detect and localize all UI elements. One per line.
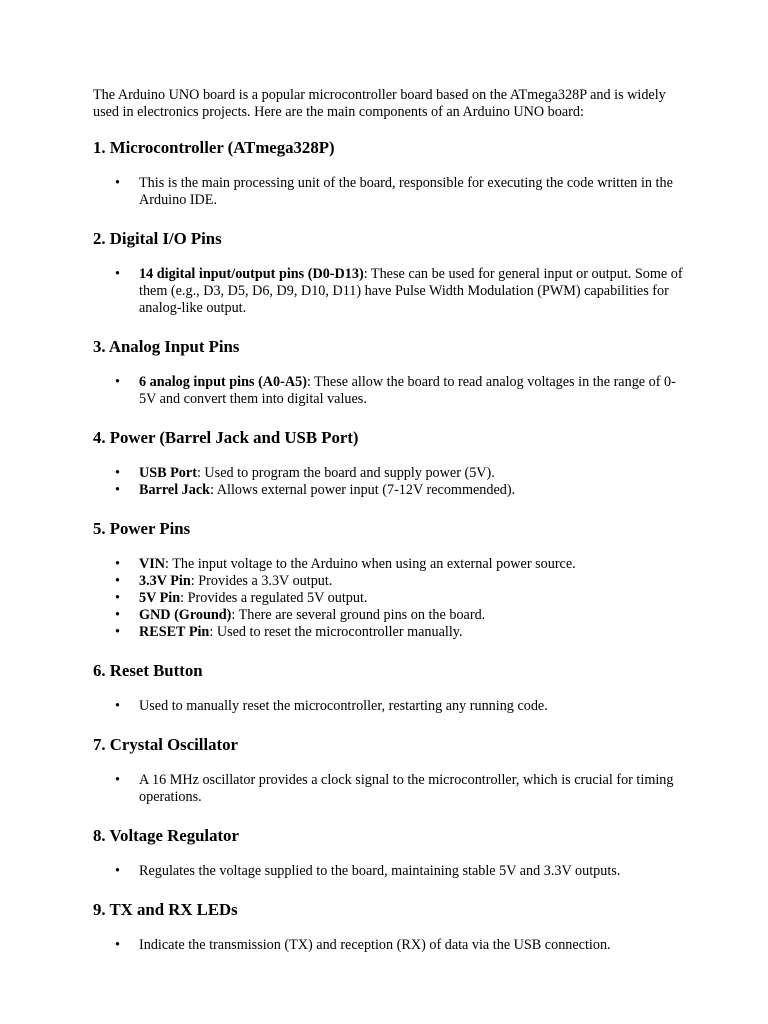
list-item	[139, 556, 684, 573]
bullet-text: A 16 MHz oscillator provides a clock signal to the microcontroller, which is crucial for timing operations.	[139, 772, 674, 805]
bullet-term: RESET Pin	[139, 624, 210, 640]
bullet-text: : Provides a 3.3V output.	[190, 573, 333, 589]
list-item	[139, 624, 684, 641]
bullet-text: This is the main processing unit of the board, responsible for executing the code written in the Arduino IDE.	[139, 175, 673, 208]
bullet-list	[93, 556, 684, 641]
bullet-text: : Provides a regulated 5V output.	[180, 590, 368, 606]
bullet-term: GND (Ground)	[139, 607, 232, 623]
section-heading: 5. Power Pins	[93, 519, 191, 538]
sections-container	[93, 138, 684, 954]
bullet-term: 5V Pin	[139, 590, 181, 606]
section-8	[93, 826, 684, 880]
section-heading: 2. Digital I/O Pins	[93, 229, 222, 248]
intro-paragraph: The Arduino UNO board is a popular microcontroller board based on the ATmega328P and is widely used in electronics projects. Here are the main components of an Arduino UNO board:	[93, 87, 666, 120]
bullet-term: VIN	[139, 556, 166, 572]
section-7	[93, 735, 684, 806]
bullet-term: 6 analog input pins (A0-A5)	[139, 374, 307, 390]
list-item	[139, 266, 684, 317]
bullet-text: : These allow the board to read analog voltages in the range of 0-5V and convert them into digital values.	[139, 374, 676, 407]
bullet-text: : Used to reset the microcontroller manually.	[209, 624, 463, 640]
list-item	[139, 482, 684, 499]
bullet-text: : These can be used for general input or output. Some of them (e.g., D3, D5, D6, D9, D10, D11) have Pulse Width Modulation (PWM) capabilities for analog-like output.	[139, 266, 683, 316]
list-item	[139, 937, 684, 954]
section-6	[93, 661, 684, 715]
bullet-term: USB Port	[139, 465, 197, 481]
bullet-list	[93, 937, 684, 954]
bullet-list	[93, 175, 684, 209]
bullet-term: 3.3V Pin	[139, 573, 191, 589]
section-heading: 3. Analog Input Pins	[93, 337, 240, 356]
bullet-text: Used to manually reset the microcontroller, restarting any running code.	[139, 698, 548, 714]
bullet-list	[93, 698, 684, 715]
list-item	[139, 698, 684, 715]
bullet-list	[93, 266, 684, 317]
bullet-term: Barrel Jack	[139, 482, 211, 498]
section-5	[93, 519, 684, 641]
section-1	[93, 138, 684, 209]
list-item	[139, 465, 684, 482]
list-item	[139, 573, 684, 590]
section-heading: 7. Crystal Oscillator	[93, 735, 238, 754]
list-item	[139, 607, 684, 624]
section-heading: 9. TX and RX LEDs	[93, 900, 238, 919]
list-item	[139, 175, 684, 209]
section-heading: 6. Reset Button	[93, 661, 203, 680]
list-item	[139, 863, 684, 880]
bullet-list	[93, 374, 684, 408]
bullet-text: : The input voltage to the Arduino when using an external power source.	[165, 556, 576, 572]
section-heading: 4. Power (Barrel Jack and USB Port)	[93, 428, 359, 447]
bullet-text: : There are several ground pins on the board.	[231, 607, 486, 623]
bullet-text: Regulates the voltage supplied to the board, maintaining stable 5V and 3.3V outputs.	[139, 863, 621, 879]
list-item	[139, 590, 684, 607]
section-4	[93, 428, 684, 499]
section-heading: 1. Microcontroller (ATmega328P)	[93, 138, 335, 157]
bullet-text: : Allows external power input (7-12V recommended).	[210, 482, 516, 498]
bullet-list	[93, 465, 684, 499]
bullet-list	[93, 772, 684, 806]
section-2	[93, 229, 684, 317]
list-item	[139, 374, 684, 408]
bullet-text: : Used to program the board and supply power (5V).	[196, 465, 495, 481]
bullet-term: 14 digital input/output pins (D0-D13)	[139, 266, 364, 282]
bullet-list	[93, 863, 684, 880]
bullet-text: Indicate the transmission (TX) and reception (RX) of data via the USB connection.	[139, 937, 611, 953]
section-3	[93, 337, 684, 408]
section-9	[93, 900, 684, 954]
section-heading: 8. Voltage Regulator	[93, 826, 239, 845]
list-item	[139, 772, 684, 806]
